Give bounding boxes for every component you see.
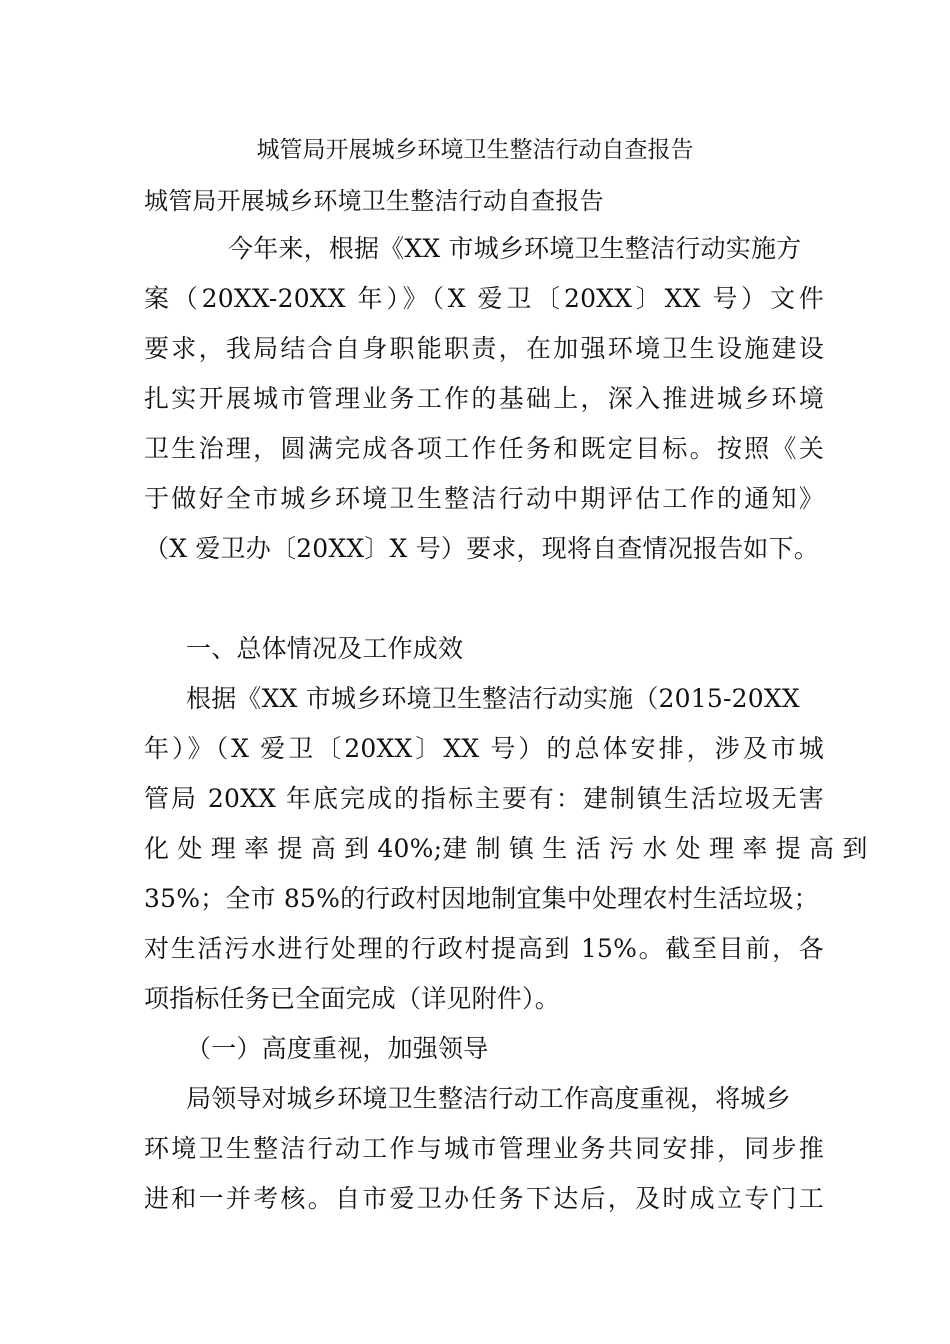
section-line: 根据《XX 市城乡环境卫生整洁行动实施（2015-20XX xyxy=(186,684,800,713)
section-line: 化 处 理 率 提 高 到 40%;建 制 镇 生 活 污 水 处 理 率 提 高 到 xyxy=(144,834,868,863)
subsection-line: 进和一并考核。自市爱卫办任务下达后，及时成立专门工 xyxy=(144,1184,824,1213)
subsection-line: 局领导对城乡环境卫生整洁行动工作高度重视，将城乡 xyxy=(186,1084,791,1113)
intro-line: 于做好全市城乡环境卫生整洁行动中期评估工作的通知》 xyxy=(144,484,824,513)
intro-line: 扎实开展城市管理业务工作的基础上，深入推进城乡环境 xyxy=(144,384,824,413)
subsection-line: 环境卫生整洁行动工作与城市管理业务共同安排，同步推 xyxy=(144,1134,824,1163)
intro-line: 今年来，根据《XX 市城乡环境卫生整洁行动实施方 xyxy=(228,234,802,263)
document-title: 城管局开展城乡环境卫生整洁行动自查报告 xyxy=(256,137,694,163)
section-line: 对生活污水进行处理的行政村提高到 15%。截至目前，各 xyxy=(144,934,824,963)
intro-line: （X 爱卫办〔20XX〕X 号）要求，现将自查情况报告如下。 xyxy=(144,534,819,563)
section-line: 管局 20XX 年底完成的指标主要有：建制镇生活垃圾无害 xyxy=(144,784,824,813)
section-line: 年）》（X 爱卫〔20XX〕XX 号）的总体安排，涉及市城 xyxy=(144,734,824,763)
intro-line: 卫生治理，圆满完成各项工作任务和既定目标。按照《关 xyxy=(144,434,824,463)
section-line: 35%；全市 85%的行政村因地制宜集中处理农村生活垃圾； xyxy=(144,884,819,913)
section-line: 项指标任务已全面完成（详见附件）。 xyxy=(144,984,560,1013)
section-heading: 一、总体情况及工作成效 xyxy=(186,634,464,663)
document-subtitle: 城管局开展城乡环境卫生整洁行动自查报告 xyxy=(144,187,604,215)
intro-line: 要求，我局结合自身职能职责，在加强环境卫生设施建设 xyxy=(144,334,824,363)
intro-line: 案（20XX-20XX 年）》（X 爱卫〔20XX〕XX 号）文件 xyxy=(144,284,824,313)
subsection-heading: （一）高度重视，加强领导 xyxy=(186,1034,489,1063)
